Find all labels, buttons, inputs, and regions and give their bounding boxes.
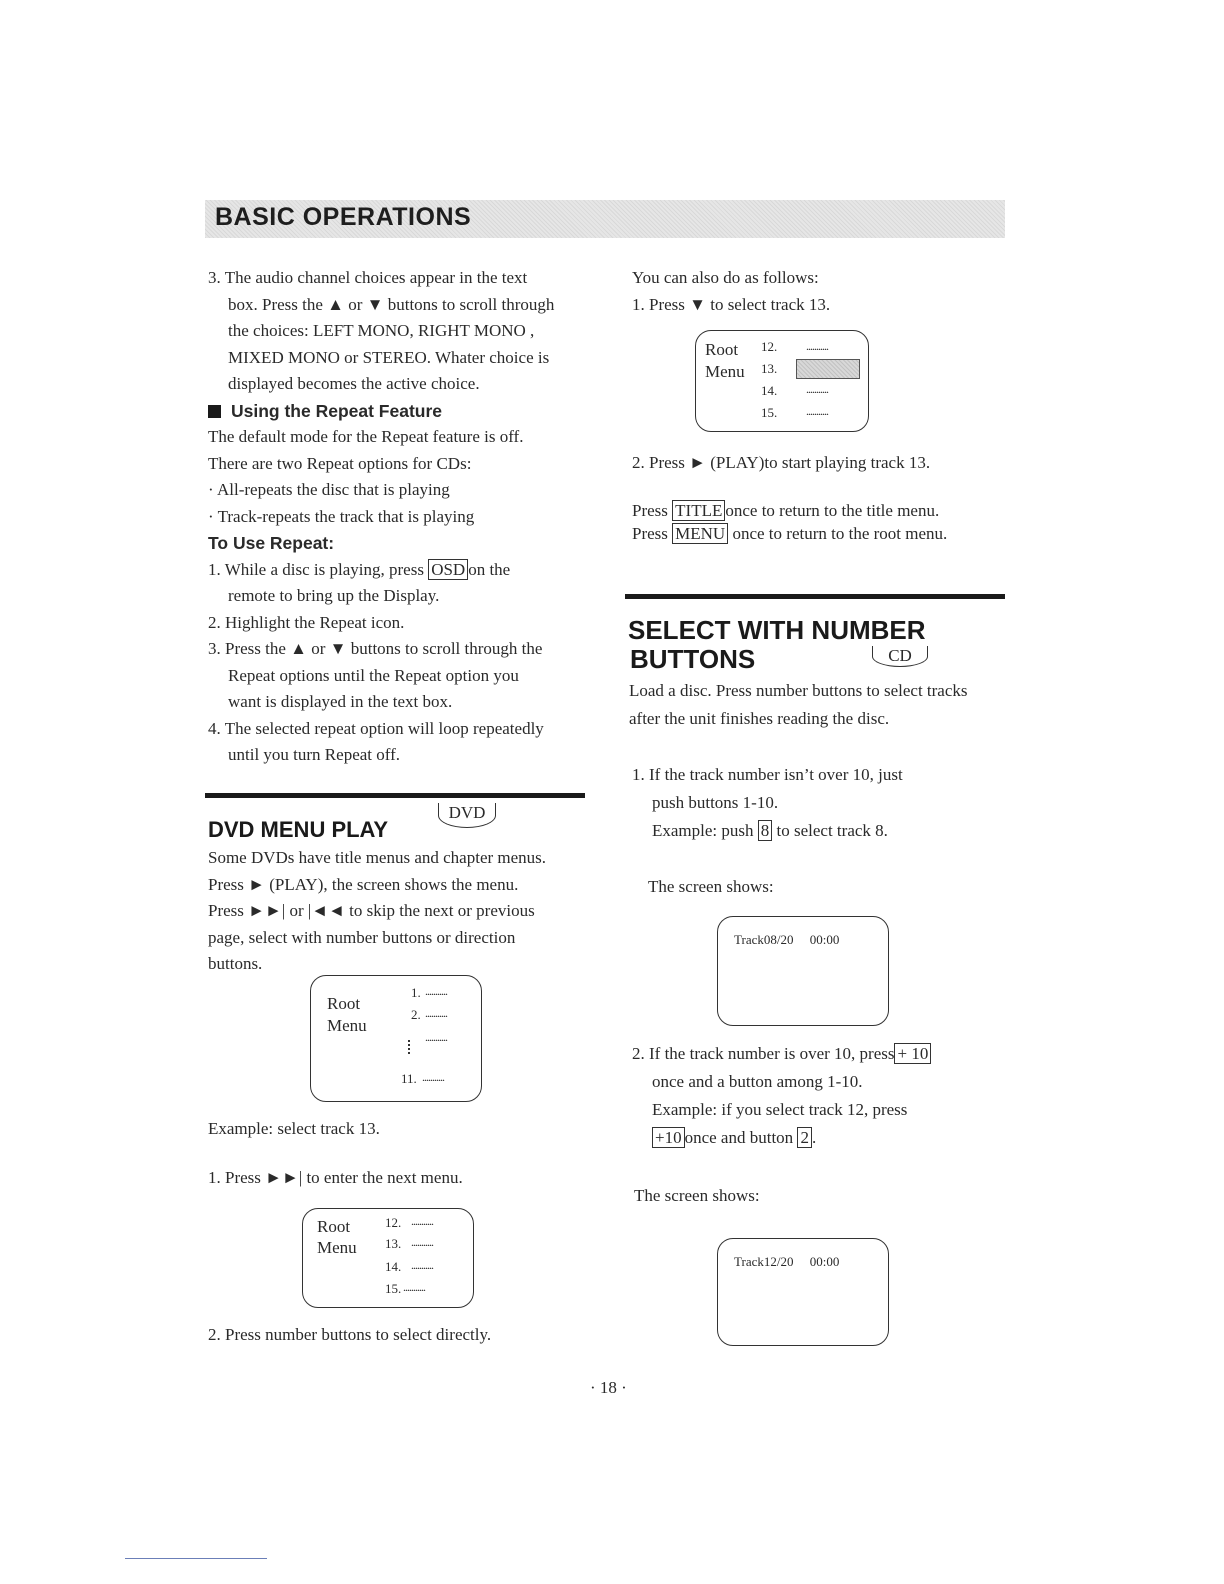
dots: ...........	[411, 1258, 433, 1272]
menu-label: Menu	[327, 1016, 367, 1035]
text-span: once to return to the root menu.	[728, 524, 948, 543]
text-line: push buttons 1-10.	[652, 793, 779, 812]
track-12: 12.	[761, 339, 778, 354]
text-line: box. Press the ▲ or ▼ buttons to scroll through	[228, 294, 555, 314]
text-line: Press ►►| or |◄◄ to skip the next or previous	[208, 901, 535, 920]
track-12: 12.	[385, 1215, 402, 1230]
screen-shows-1: The screen shows:	[648, 877, 774, 896]
dots: ...........	[806, 404, 828, 418]
section-divider	[205, 793, 585, 798]
dvd-badge	[438, 803, 496, 828]
audio-step-3: 3. The audio channel choices appear in the text	[208, 268, 528, 287]
right-step-2: 2. Press ► (PLAY)to start playing track 13.	[632, 453, 931, 472]
repeat-step-4: 4. The selected repeat option will loop repeatedly	[208, 718, 544, 738]
text-line: buttons.	[208, 954, 263, 973]
root-label: Root	[317, 1217, 351, 1236]
text-span: on the	[468, 559, 511, 579]
track-screen-1	[717, 916, 889, 1026]
dots: ...........	[425, 984, 447, 998]
plus-10-key: +10	[652, 1127, 685, 1148]
menu-item-2: 2.	[411, 1007, 421, 1022]
root-label: Root	[705, 340, 739, 359]
vertical-dots	[408, 1040, 410, 1056]
right-step-1: 1. Press ▼ to select track 13.	[632, 295, 831, 314]
root-label: Root	[327, 994, 361, 1013]
list-item: · All-repeats the disc that is playing	[208, 480, 450, 499]
text-line: Press ► (PLAY), the screen shows the menu.	[208, 874, 519, 894]
highlight-selection	[796, 359, 860, 379]
cd-badge	[872, 646, 928, 667]
text-line: Repeat options until the Repeat option you	[228, 665, 519, 685]
dvd-step-1: 1. Press ►►| to enter the next menu.	[208, 1168, 463, 1187]
text-line: MIXED MONO or STEREO. Whater choice is	[228, 347, 550, 367]
text-span: once and button	[684, 1128, 798, 1147]
text-span: .	[811, 1128, 817, 1147]
track-14: 14.	[385, 1259, 402, 1274]
track-readout: Track12/20 00:00	[734, 1254, 840, 1269]
example-2	[632, 1124, 1012, 1152]
page-number: · 18 ·	[590, 1378, 627, 1397]
text-span: Example: push	[652, 821, 758, 840]
to-use-repeat-heading: To Use Repeat:	[208, 533, 335, 553]
text-line: 1. If the track number isn’t over 10, just	[632, 765, 903, 784]
osd-key: OSD	[428, 559, 468, 580]
page-title: BASIC OPERATIONS	[215, 203, 472, 231]
track-15: 15.	[385, 1281, 402, 1296]
text-line: the choices: LEFT MONO, RIGHT MONO ,	[228, 321, 535, 340]
footer-line	[125, 1558, 267, 1559]
text-span: 2. If the track number is over 10, press	[632, 1044, 895, 1063]
menu-screen-1	[310, 975, 482, 1102]
title-key: TITLE	[672, 500, 725, 521]
text-line: page, select with number buttons or direction	[208, 927, 516, 947]
text-line: once and a button among 1-10.	[652, 1072, 863, 1091]
dots: ...........	[403, 1280, 425, 1294]
screen-shows-2: The screen shows:	[634, 1186, 760, 1205]
bullet-square-icon	[208, 405, 221, 418]
text-span: to select track 8.	[772, 821, 888, 840]
track-14: 14.	[761, 383, 778, 398]
text-line: The default mode for the Repeat feature is off.	[208, 427, 524, 446]
menu-item-1: 1.	[411, 985, 421, 1000]
repeat-step-2: 2. Highlight the Repeat icon.	[208, 612, 405, 632]
repeat-step-3: 3. Press the ▲ or ▼ buttons to scroll through the	[208, 639, 543, 658]
dots: ...........	[411, 1214, 433, 1228]
text-span: 1. While a disc is playing, press	[208, 559, 429, 579]
text-line: Load a disc. Press number buttons to select tracks	[629, 681, 968, 700]
menu-instruction	[632, 521, 947, 548]
text-line: displayed becomes the active choice.	[228, 374, 480, 393]
section-divider	[625, 594, 1005, 599]
text-span: Press	[632, 501, 673, 520]
text-line: Example: if you select track 12, press	[652, 1100, 908, 1119]
text-line: Some DVDs have title menus and chapter menus.	[208, 848, 547, 867]
example-line: Example: select track 13.	[208, 1119, 380, 1138]
menu-item-11: 11.	[401, 1071, 417, 1086]
dvd-badge-label: DVD	[448, 803, 486, 822]
number-step-2	[632, 1040, 1012, 1152]
text-line: There are two Repeat options for CDs:	[208, 453, 472, 473]
text-line: until you turn Repeat off.	[228, 745, 401, 764]
track-readout: Track08/20 00:00	[734, 932, 840, 947]
cd-badge-label: CD	[888, 646, 912, 665]
menu-label: Menu	[317, 1238, 357, 1257]
dots: ...........	[422, 1070, 444, 1084]
text-line: remote to bring up the Display.	[228, 586, 440, 605]
step-2-line	[632, 1040, 1012, 1068]
repeat-heading-text: Using the Repeat Feature	[231, 400, 443, 421]
left-column	[208, 265, 598, 769]
text-line: after the unit finishes reading the disc.	[629, 709, 890, 728]
dots: ...........	[425, 1006, 447, 1020]
track-13: 13.	[761, 361, 778, 376]
dots: ...........	[411, 1235, 433, 1249]
dots: ...........	[806, 339, 828, 353]
track-15: 15.	[761, 405, 778, 420]
dots: ...........	[806, 382, 828, 396]
header-bar	[205, 200, 1005, 238]
repeat-heading	[208, 398, 598, 425]
text-span: once to return to the title menu.	[725, 501, 940, 520]
dvd-section-title: DVD MENU PLAY	[208, 817, 389, 842]
select-section-title-1: SELECT WITH NUMBER	[628, 615, 926, 645]
key-2: 2	[797, 1127, 812, 1148]
dvd-description	[208, 845, 598, 978]
list-item: · Track-repeats the track that is playing	[208, 506, 475, 526]
dots: ...........	[425, 1030, 447, 1044]
dvd-step-2: 2. Press number buttons to select directly.	[208, 1325, 492, 1344]
key-8: 8	[758, 820, 773, 841]
plus-10-key: + 10	[894, 1043, 931, 1064]
also-line: You can also do as follows:	[632, 268, 819, 287]
select-section-title-2: BUTTONS	[630, 644, 756, 674]
menu-screen-3	[695, 330, 869, 432]
text-line: want is displayed in the text box.	[228, 692, 453, 711]
number-step-1	[632, 761, 1012, 845]
track-13: 13.	[385, 1236, 402, 1251]
menu-key: MENU	[672, 523, 728, 544]
track-screen-2	[717, 1238, 889, 1346]
select-description	[629, 677, 1019, 733]
menu-label: Menu	[705, 362, 745, 381]
repeat-step-1	[208, 557, 598, 584]
text-span: Press	[632, 524, 673, 543]
menu-screen-2	[302, 1208, 474, 1308]
example-1	[632, 817, 1012, 845]
